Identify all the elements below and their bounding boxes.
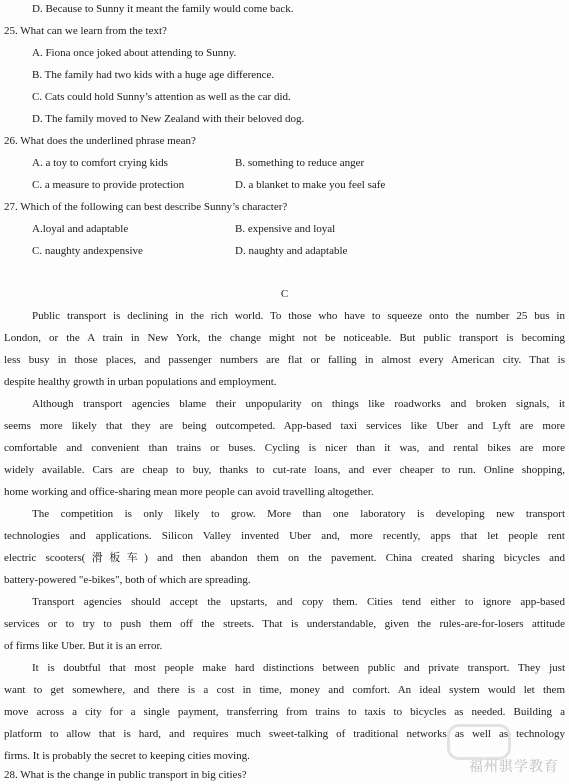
passage-line: Although transport agencies blame their unpopularity on things like roadworks and broken signals, it	[32, 398, 565, 410]
q27-option-d: D. naughty and adaptable	[235, 245, 348, 257]
passage-line: despite healthy growth in urban populations and employment.	[4, 376, 277, 388]
passage-line: move across a city for a single payment, transferring from trains to taxis to bicycles as needed. Building a	[4, 706, 565, 718]
q25-option-d: D. The family moved to New Zealand with their beloved dog.	[32, 113, 305, 125]
passage-line: home working and office-sharing mean more people can avoid travelling altogether.	[4, 486, 374, 498]
passage-line: technologies and applications. Silicon Valley invented Uber and, more recently, apps that let people rent	[4, 530, 565, 542]
passage-line: platform to allow that is hard, and requires much sweet-talking of traditional networks as well as technology	[4, 728, 565, 740]
passage-line: seems more likely that they are being outcompeted. App-based taxi services like Uber and Lyft are more	[4, 420, 565, 432]
passage-line: electric scooters(滑板车) and then abandon them on the pavement. China created sharing bicycles and	[4, 552, 565, 564]
passage-line: battery-powered "e-bikes", both of which are spreading.	[4, 574, 251, 586]
passage-line: London, or the A train in New York, the change might not be noticeable. But public transport is becoming	[4, 332, 565, 344]
q25-option-a: A. Fiona once joked about attending to Sunny.	[32, 47, 237, 59]
q25-option-b: B. The family had two kids with a huge age difference.	[32, 69, 275, 81]
passage-line: firms. It is probably the secret to keeping cities moving.	[4, 750, 250, 762]
q26-option-d: D. a blanket to make you feel safe	[235, 179, 386, 191]
q27-option-b: B. expensive and loyal	[235, 223, 336, 235]
passage-line: of firms like Uber. But it is an error.	[4, 640, 163, 652]
q27-option-c: C. naughty andexpensive	[32, 245, 143, 257]
passage-line: comfortable and convenient than trains or buses. Cycling is nicer than it was, and rental bikes are more	[4, 442, 565, 454]
passage-line: Public transport is declining in the rich world. To those who have to squeeze onto the number 25 bus in	[32, 310, 565, 322]
section-label: C	[280, 288, 289, 300]
q25-stem: 25. What can we learn from the text?	[4, 25, 167, 37]
passage-line: It is doubtful that most people make hard distinctions between public and private transport. They just	[32, 662, 565, 674]
q26-option-b: B. something to reduce anger	[235, 157, 365, 169]
passage-line: less busy in those places, and passenger numbers are flat or falling in almost every American city. That is	[4, 354, 565, 366]
watermark: 福州骐学教育	[469, 760, 559, 775]
passage-line: The competition is only likely to grow. More than one laboratory is developing new transport	[32, 508, 565, 520]
q27-stem: 27. Which of the following can best describe Sunny’s character?	[4, 201, 288, 213]
q26-option-a: A. a toy to comfort crying kids	[32, 157, 168, 169]
q26-stem: 26. What does the underlined phrase mean?	[4, 135, 196, 147]
q26-option-c: C. a measure to provide protection	[32, 179, 185, 191]
passage-line: want to get somewhere, and there is a cost in time, money and comfort. An ideal system would let them	[4, 684, 565, 696]
q25-option-c: C. Cats could hold Sunny’s attention as well as the car did.	[32, 91, 291, 103]
passage-line: services or to try to push them off the streets. That is understandable, given the rules-are-for-losers attitude	[4, 618, 565, 630]
q28-stem: 28. What is the change in public transport in big cities?	[4, 769, 247, 781]
passage-line: widely available. Cars are cheap to buy, thanks to cut-rate loans, and ever cheaper to run. Online shopping,	[4, 464, 565, 476]
watermark-logo-icon	[447, 724, 511, 760]
q27-option-a: A.loyal and adaptable	[32, 223, 129, 235]
passage-line: Transport agencies should accept the upstarts, and copy them. Cities tend either to ignore app-based	[32, 596, 565, 608]
q24-option-d: D. Because to Sunny it meant the family would come back.	[32, 3, 294, 15]
